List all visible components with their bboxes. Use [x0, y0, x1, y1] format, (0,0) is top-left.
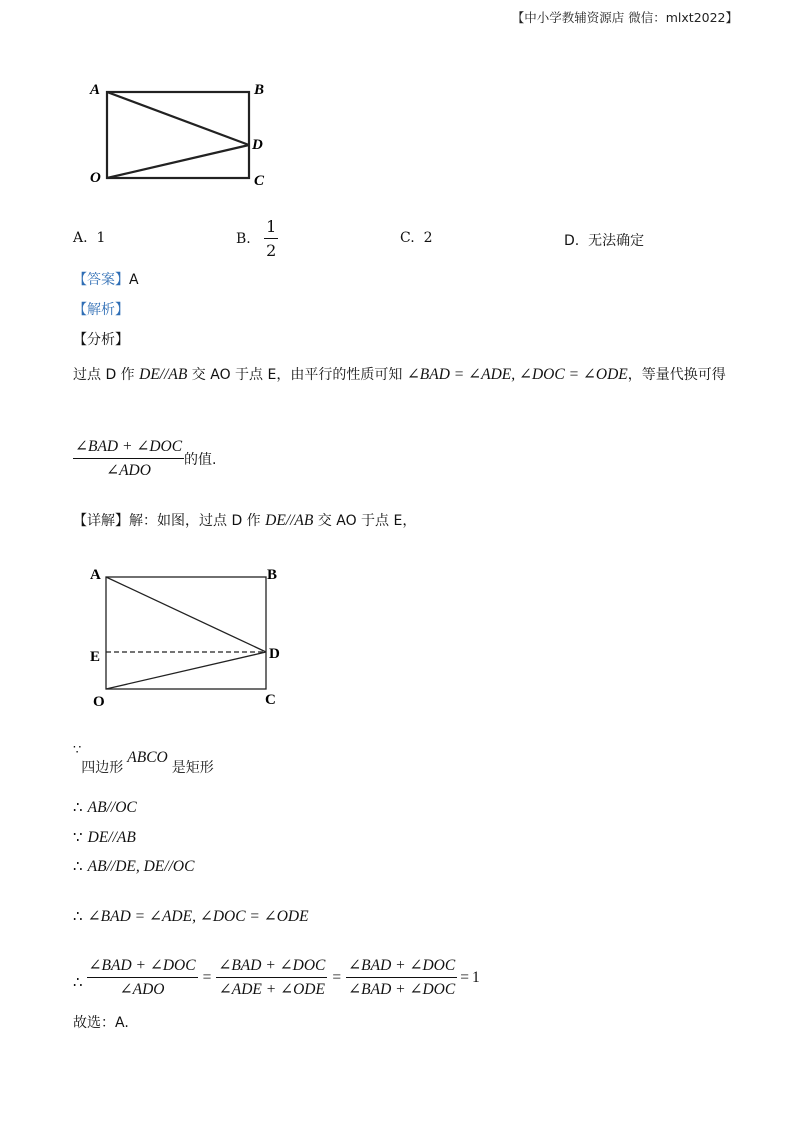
therefore-symbol: ∴ — [73, 972, 83, 991]
figure1-label-b: B — [254, 82, 265, 98]
detail-math-1: DE//AB — [265, 512, 314, 529]
proof-step-1 — [73, 743, 214, 776]
answer-tag: 【答案】 — [73, 272, 129, 288]
answer-line — [73, 269, 139, 289]
rectangle-figure-1 — [88, 78, 273, 190]
proof-step-2-math: AB//OC — [87, 799, 137, 816]
analysis-text-1: 过点 D 作 — [73, 367, 140, 383]
option-c-value: 2 — [423, 230, 433, 246]
figure2-label-b: B — [267, 567, 278, 583]
detail-text-1: 解：如图，过点 D 作 — [129, 513, 266, 529]
conclusion: 故选：A. — [73, 1015, 129, 1031]
option-b-fraction — [264, 217, 278, 260]
analysis-math-2: ∠BAD = ∠ADE, ∠DOC = ∠ODE — [406, 366, 628, 383]
analysis-fraction-numerator: ∠BAD + ∠DOC — [73, 437, 184, 459]
option-c — [400, 230, 433, 246]
equals-sign: = — [332, 968, 342, 986]
figure1-label-c: C — [254, 173, 265, 189]
because-symbol: ∵ — [73, 828, 83, 846]
jiexi-tag: 【解析】 — [73, 302, 129, 318]
proof-step-1-math: ABCO — [127, 749, 168, 766]
option-a-letter: A. — [73, 230, 88, 246]
figure2-label-e: E — [90, 649, 101, 665]
therefore-symbol: ∴ — [73, 907, 83, 925]
analysis-math-1: DE//AB — [139, 366, 188, 383]
proof-step-5 — [73, 906, 309, 926]
proof-fraction-1-denominator: ∠ADO — [119, 981, 165, 998]
proof-step-1-text-a: 四边形 — [81, 760, 124, 776]
option-a — [73, 230, 105, 246]
rectangle-figure-2 — [85, 560, 300, 715]
proof-step-5-math: ∠BAD = ∠ADE, ∠DOC = ∠ODE — [87, 908, 309, 925]
therefore-symbol: ∴ — [73, 798, 83, 816]
figure2-label-c: C — [265, 692, 276, 708]
proof-fraction-2-numerator: ∠BAD + ∠DOC — [216, 956, 327, 978]
proof-step-1-text-b: 是矩形 — [171, 760, 214, 776]
analysis-fraction — [73, 437, 184, 480]
equals-sign: = — [460, 968, 469, 986]
proof-fraction-3-numerator: ∠BAD + ∠DOC — [346, 956, 457, 978]
proof-step-3 — [73, 827, 136, 847]
proof-step-3-math: DE//AB — [87, 829, 136, 846]
option-d — [564, 230, 644, 250]
figure2-label-o: O — [93, 694, 105, 710]
proof-fraction-1 — [87, 956, 198, 999]
detail-text-2: 交 AO 于点 E， — [313, 513, 417, 529]
proof-step-2 — [73, 797, 137, 817]
proof-fraction-3-denominator: ∠BAD + ∠DOC — [348, 981, 456, 998]
option-c-letter: C. — [400, 230, 415, 246]
proof-fraction-1-numerator: ∠BAD + ∠DOC — [87, 956, 198, 978]
proof-fraction-3 — [346, 956, 457, 999]
analysis-fraction-denominator: ∠ADO — [106, 462, 151, 479]
figure2-label-d: D — [269, 646, 280, 662]
option-d-value: 无法确定 — [588, 233, 645, 249]
equals-sign: = — [202, 968, 212, 986]
proof-step-4-math: AB//DE, DE//OC — [87, 858, 195, 875]
proof-step-4 — [73, 856, 194, 876]
analysis-text-4: 的值. — [184, 451, 217, 468]
proof-result: 1 — [471, 968, 480, 986]
analysis-fraction-line — [73, 437, 217, 480]
proof-step-6 — [73, 956, 480, 999]
proof-fraction-2 — [216, 956, 327, 999]
detail-line — [73, 510, 416, 530]
because-symbol: ∵ — [73, 743, 82, 758]
option-b-denominator: 2 — [266, 241, 277, 260]
figure1-label-o: O — [90, 170, 101, 186]
analysis-text-2: 交 AO 于点 E，由平行的性质可知 — [187, 367, 407, 383]
figure2-label-a: A — [90, 567, 101, 583]
option-a-value: 1 — [96, 230, 106, 246]
option-b-numerator: 1 — [264, 217, 278, 239]
page-header: 【中小学教辅资源店 微信：mlxt2022】 — [511, 10, 738, 25]
figure1-label-d: D — [252, 137, 263, 153]
figure1-label-a: A — [90, 82, 101, 98]
proof-fraction-2-denominator: ∠ADE + ∠ODE — [218, 981, 325, 998]
option-b — [236, 217, 278, 260]
analysis-line — [73, 364, 726, 384]
detail-tag: 【详解】 — [73, 513, 129, 529]
option-d-letter: D. — [564, 233, 580, 249]
therefore-symbol: ∴ — [73, 857, 83, 875]
fenxi-tag: 【分析】 — [73, 332, 129, 348]
analysis-text-3: ，等量代换可得 — [627, 367, 726, 383]
answer-value: A — [129, 272, 139, 288]
option-b-letter: B. — [236, 230, 251, 247]
